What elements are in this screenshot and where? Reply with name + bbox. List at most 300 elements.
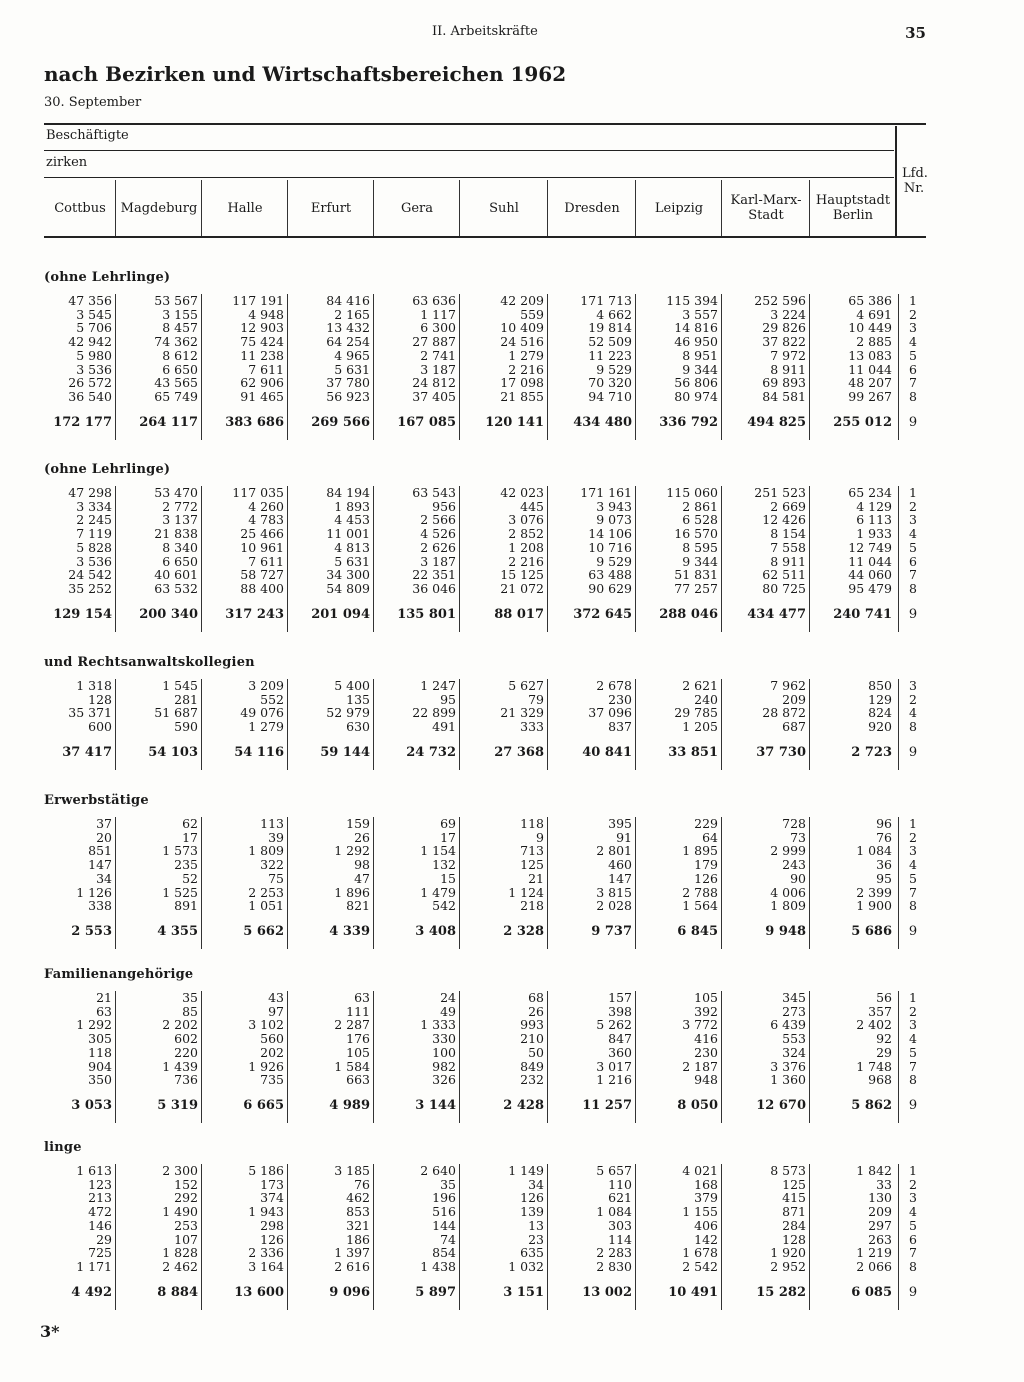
table-cell: 22 899	[412, 705, 456, 721]
table-cell: 13 002	[582, 1284, 632, 1300]
table-cell: 12 670	[756, 1097, 806, 1113]
table-cell: 630	[346, 719, 370, 735]
table-cell: 374	[260, 1190, 284, 1206]
table-cell: 2 788	[682, 884, 718, 900]
column-header-leipzig: Leipzig	[654, 200, 704, 216]
table-cell: 37 405	[412, 388, 456, 404]
table-cell: 1 479	[420, 884, 456, 900]
table-cell: 92	[876, 1031, 892, 1047]
table-cell: 303	[608, 1217, 632, 1233]
table-cell: 98	[354, 857, 370, 873]
table-cell: 201 094	[311, 606, 370, 622]
table-cell: 10 409	[500, 320, 544, 336]
table-cell: 13 432	[326, 320, 370, 336]
table-cell: 6 845	[677, 923, 718, 939]
table-cell: 333	[520, 719, 544, 735]
table-cell: 77 257	[674, 580, 718, 596]
table-cell: 11 001	[326, 526, 370, 542]
table-cell: 49	[440, 1003, 456, 1019]
table-cell: 1 613	[76, 1163, 112, 1178]
table-cell: 2 300	[162, 1163, 198, 1178]
table-cell: 10 449	[848, 320, 892, 336]
table-cell: 135	[346, 691, 370, 707]
table-cell: 2 462	[162, 1258, 198, 1274]
table-cell: 230	[608, 691, 632, 707]
table-cell: 52 979	[326, 705, 370, 721]
table-cell: 56	[876, 990, 892, 1005]
table-cell: 8 573	[770, 1163, 806, 1178]
table-subtitle: 30. September	[44, 95, 142, 110]
table-cell: 2 999	[770, 843, 806, 859]
table-cell: 2 402	[856, 1017, 892, 1033]
table-cell: 1 084	[596, 1204, 632, 1220]
table-cell: 2 640	[420, 1163, 456, 1178]
table-cell: 125	[782, 1176, 806, 1192]
table-cell: 34	[528, 1176, 544, 1192]
lfd-number: 1	[909, 1163, 917, 1178]
table-cell: 9 073	[596, 512, 632, 528]
table-cell: 7 119	[76, 526, 112, 542]
table-cell: 232	[520, 1072, 544, 1088]
table-cell: 821	[346, 898, 370, 914]
table-cell: 29 826	[762, 320, 806, 336]
table-cell: 176	[346, 1031, 370, 1047]
table-cell: 105	[346, 1044, 370, 1060]
total-row	[0, 746, 1024, 760]
table-cell: 142	[694, 1231, 718, 1247]
table-cell: 920	[868, 719, 892, 735]
table-cell: 1 809	[248, 843, 284, 859]
table-cell: 602	[174, 1031, 198, 1047]
table-cell: 871	[782, 1204, 806, 1220]
table-cell: 1 032	[508, 1258, 544, 1274]
table-cell: 725	[88, 1245, 112, 1261]
table-cell: 22 351	[412, 567, 456, 583]
lfd-number: 9	[908, 923, 918, 939]
lfd-number: 2	[909, 306, 917, 322]
table-cell: 3 772	[682, 1017, 718, 1033]
table-cell: 24 542	[68, 567, 112, 583]
table-cell: 99 267	[848, 388, 892, 404]
table-cell: 837	[608, 719, 632, 735]
lfd-number: 3	[909, 678, 917, 693]
table-cell: 24 732	[406, 744, 456, 760]
table-cell: 129 154	[53, 606, 112, 622]
table-cell: 213	[88, 1190, 112, 1206]
table-cell: 90	[790, 870, 806, 886]
table-cell: 65 749	[154, 388, 198, 404]
table-cell: 123	[88, 1176, 112, 1192]
table-cell: 3 185	[334, 1163, 370, 1178]
column-header-halle: Halle	[227, 200, 263, 216]
table-cell: 88 017	[494, 606, 544, 622]
table-cell: 6 528	[682, 512, 718, 528]
table-cell: 65 386	[848, 293, 892, 308]
table-cell: 56 923	[326, 388, 370, 404]
table-cell: 35	[440, 1176, 456, 1192]
table-cell: 2 066	[856, 1258, 892, 1274]
table-cell: 29	[876, 1044, 892, 1060]
table-cell: 2 245	[76, 512, 112, 528]
table-cell: 44 060	[848, 567, 892, 583]
table-cell: 5 706	[76, 320, 112, 336]
table-cell: 91	[616, 829, 632, 845]
table-cell: 171 713	[580, 293, 632, 308]
table-cell: 1 333	[420, 1017, 456, 1033]
table-cell: 288 046	[659, 606, 718, 622]
table-cell: 59 144	[320, 744, 370, 760]
table-cell: 25 466	[240, 526, 284, 542]
table-cell: 1 360	[770, 1072, 806, 1088]
table-cell: 130	[868, 1190, 892, 1206]
table-cell: 117 191	[232, 293, 284, 308]
table-cell: 4 006	[770, 884, 806, 900]
table-cell: 3 187	[420, 553, 456, 569]
table-cell: 1 247	[420, 678, 456, 693]
lfd-number: 1	[909, 990, 917, 1005]
table-cell: 326	[432, 1072, 456, 1088]
column-header-dresden: Dresden	[564, 200, 620, 216]
table-cell: 90 629	[588, 580, 632, 596]
table-cell: 434 480	[573, 414, 632, 430]
lfd-number: 3	[909, 1017, 917, 1033]
lfd-number: 5	[909, 870, 917, 886]
table-cell: 11 223	[588, 347, 632, 363]
table-cell: 3 815	[596, 884, 632, 900]
table-cell: 687	[782, 719, 806, 735]
table-cell: 111	[346, 1003, 370, 1019]
table-cell: 4 691	[856, 306, 892, 322]
table-cell: 7 611	[248, 553, 284, 569]
table-cell: 1 149	[508, 1163, 544, 1178]
table-cell: 635	[520, 1245, 544, 1261]
table-row	[0, 582, 1024, 596]
lfd-number: 2	[909, 1176, 917, 1192]
table-cell: 2 830	[596, 1258, 632, 1274]
table-cell: 4 021	[682, 1163, 718, 1178]
total-row	[0, 1099, 1024, 1113]
table-cell: 146	[88, 1217, 112, 1233]
table-cell: 7 972	[770, 347, 806, 363]
table-cell: 2 678	[596, 678, 632, 693]
table-cell: 210	[520, 1031, 544, 1047]
lfd-number: 2	[909, 498, 917, 514]
lfd-number: 3	[909, 512, 917, 528]
table-cell: 14 816	[674, 320, 718, 336]
table-cell: 5 828	[76, 539, 112, 555]
table-cell: 243	[782, 857, 806, 873]
table-row	[0, 991, 1024, 1005]
table-cell: 17 098	[500, 375, 544, 391]
header-label-bezirke: zirken	[46, 155, 88, 170]
table-row	[0, 1205, 1024, 1219]
lfd-number: 4	[909, 1031, 917, 1047]
table-cell: 125	[520, 857, 544, 873]
table-cell: 63	[96, 1003, 112, 1019]
table-cell: 663	[346, 1072, 370, 1088]
table-cell: 21 838	[154, 526, 198, 542]
table-cell: 1 279	[248, 719, 284, 735]
table-cell: 13 600	[234, 1284, 284, 1300]
table-cell: 9 344	[682, 553, 718, 569]
table-cell: 52 509	[588, 334, 632, 350]
table-cell: 5 686	[851, 923, 892, 939]
table-cell: 13 083	[848, 347, 892, 363]
table-cell: 63 543	[412, 485, 456, 500]
lfd-number: 3	[909, 1190, 917, 1206]
table-cell: 230	[694, 1044, 718, 1060]
table-cell: 23	[528, 1231, 544, 1247]
lfd-number: 6	[909, 553, 917, 569]
table-cell: 3 053	[71, 1097, 112, 1113]
table-cell: 24 516	[500, 334, 544, 350]
column-header-gera: Gera	[400, 200, 434, 216]
table-cell: 345	[782, 990, 806, 1005]
table-cell: 324	[782, 1044, 806, 1060]
table-cell: 74	[440, 1231, 456, 1247]
table-cell: 2 772	[162, 498, 198, 514]
table-cell: 4 783	[248, 512, 284, 528]
table-cell: 34	[96, 870, 112, 886]
table-cell: 6 439	[770, 1017, 806, 1033]
table-cell: 264 117	[139, 414, 198, 430]
table-cell: 42 023	[500, 485, 544, 500]
table-cell: 6 665	[243, 1097, 284, 1113]
table-cell: 5 980	[76, 347, 112, 363]
table-cell: 37	[96, 816, 112, 831]
table-cell: 126	[520, 1190, 544, 1206]
table-cell: 54 103	[148, 744, 198, 760]
table-cell: 904	[88, 1058, 112, 1074]
table-cell: 1 051	[248, 898, 284, 914]
table-cell: 4 355	[157, 923, 198, 939]
table-cell: 15 125	[500, 567, 544, 583]
table-cell: 542	[432, 898, 456, 914]
table-cell: 357	[868, 1003, 892, 1019]
table-cell: 48 207	[848, 375, 892, 391]
table-cell: 8 884	[157, 1284, 198, 1300]
table-cell: 1 438	[420, 1258, 456, 1274]
table-cell: 37 780	[326, 375, 370, 391]
table-cell: 37 417	[62, 744, 112, 760]
table-cell: 118	[520, 816, 544, 831]
table-cell: 330	[432, 1031, 456, 1047]
table-cell: 1 216	[596, 1072, 632, 1088]
table-cell: 297	[868, 1217, 892, 1233]
table-cell: 2 669	[770, 498, 806, 514]
table-row	[0, 1260, 1024, 1274]
table-cell: 42 942	[68, 334, 112, 350]
table-cell: 95	[876, 870, 892, 886]
table-cell: 336 792	[659, 414, 718, 430]
table-cell: 2 885	[856, 334, 892, 350]
table-cell: 255 012	[833, 414, 892, 430]
lfd-number: 8	[909, 580, 917, 596]
table-cell: 1 893	[334, 498, 370, 514]
table-cell: 52	[182, 870, 198, 886]
lfd-number: 1	[909, 816, 917, 831]
lfd-number: 9	[908, 414, 918, 430]
table-cell: 200 340	[139, 606, 198, 622]
lfd-number: 2	[909, 691, 917, 707]
table-cell: 728	[782, 816, 806, 831]
column-header-erfurt: Erfurt	[310, 200, 352, 216]
table-cell: 494 825	[747, 414, 806, 430]
table-cell: 63 532	[154, 580, 198, 596]
table-cell: 6 650	[162, 361, 198, 377]
table-cell: 850	[868, 678, 892, 693]
table-cell: 8 340	[162, 539, 198, 555]
table-cell: 491	[432, 719, 456, 735]
table-cell: 11 238	[240, 347, 284, 363]
table-cell: 12 903	[240, 320, 284, 336]
table-cell: 3 943	[596, 498, 632, 514]
table-row	[0, 1018, 1024, 1032]
table-cell: 317 243	[225, 606, 284, 622]
header-label-beschaeftigte: Beschäftigte	[46, 128, 129, 143]
table-cell: 120 141	[485, 414, 544, 430]
column-header-suhl: Suhl	[489, 200, 519, 216]
table-cell: 14 106	[588, 526, 632, 542]
table-cell: 1 490	[162, 1204, 198, 1220]
table-cell: 3 076	[508, 512, 544, 528]
table-cell: 2 566	[420, 512, 456, 528]
table-cell: 4 129	[856, 498, 892, 514]
table-cell: 63 636	[412, 293, 456, 308]
table-cell: 139	[520, 1204, 544, 1220]
table-cell: 6 113	[856, 512, 892, 528]
table-cell: 29 785	[674, 705, 718, 721]
table-cell: 152	[174, 1176, 198, 1192]
table-cell: 713	[520, 843, 544, 859]
table-cell: 69	[440, 816, 456, 831]
table-cell: 982	[432, 1058, 456, 1074]
column-header-magdeburg: Magdeburg	[120, 200, 198, 216]
table-cell: 1 573	[162, 843, 198, 859]
table-cell: 273	[782, 1003, 806, 1019]
table-cell: 9 096	[329, 1284, 370, 1300]
table-cell: 36	[876, 857, 892, 873]
table-cell: 19 814	[588, 320, 632, 336]
table-row	[0, 541, 1024, 555]
table-cell: 5 400	[334, 678, 370, 693]
table-cell: 2 202	[162, 1017, 198, 1033]
lfd-number: 9	[908, 606, 918, 622]
table-cell: 11 044	[848, 361, 892, 377]
table-cell: 84 194	[326, 485, 370, 500]
table-cell: 2 626	[420, 539, 456, 555]
lfd-number: 4	[909, 334, 917, 350]
table-cell: 2 216	[508, 361, 544, 377]
table-cell: 173	[260, 1176, 284, 1192]
table-cell: 2 028	[596, 898, 632, 914]
table-cell: 1 564	[682, 898, 718, 914]
table-cell: 445	[520, 498, 544, 514]
table-row	[0, 858, 1024, 872]
table-cell: 3 102	[248, 1017, 284, 1033]
table-cell: 3 187	[420, 361, 456, 377]
table-cell: 69 893	[762, 375, 806, 391]
table-cell: 76	[354, 1176, 370, 1192]
table-cell: 91 465	[240, 388, 284, 404]
table-cell: 8 911	[770, 553, 806, 569]
table-cell: 434 477	[747, 606, 806, 622]
running-head: II. Arbeitskräfte	[432, 24, 538, 39]
table-cell: 54 116	[234, 744, 284, 760]
table-cell: 10 961	[240, 539, 284, 555]
table-cell: 24 812	[412, 375, 456, 391]
table-cell: 2 542	[682, 1258, 718, 1274]
lfd-number: 9	[908, 1097, 918, 1113]
table-cell: 47 356	[68, 293, 112, 308]
table-cell: 305	[88, 1031, 112, 1047]
table-cell: 209	[782, 691, 806, 707]
table-cell: 3 209	[248, 678, 284, 693]
total-row	[0, 608, 1024, 622]
lfd-number: 2	[909, 1003, 917, 1019]
table-cell: 96	[876, 816, 892, 831]
lfd-number: 6	[909, 1231, 917, 1247]
table-cell: 54 809	[326, 580, 370, 596]
table-cell: 1 084	[856, 843, 892, 859]
table-cell: 338	[88, 898, 112, 914]
table-cell: 88 400	[240, 580, 284, 596]
table-cell: 157	[608, 990, 632, 1005]
table-cell: 35 371	[68, 705, 112, 721]
table-cell: 95	[440, 691, 456, 707]
table-cell: 1 525	[162, 884, 198, 900]
table-cell: 559	[520, 306, 544, 322]
table-row	[0, 817, 1024, 831]
table-cell: 28 872	[762, 705, 806, 721]
table-cell: 5 662	[243, 923, 284, 939]
lfd-number: 4	[909, 705, 917, 721]
lfd-header: Lfd. Nr.	[902, 166, 928, 196]
table-cell: 2 165	[334, 306, 370, 322]
table-cell: 1 678	[682, 1245, 718, 1261]
table-cell: 80 725	[762, 580, 806, 596]
section-title: (ohne Lehrlinge)	[44, 462, 171, 477]
table-cell: 1 171	[76, 1258, 112, 1274]
table-cell: 196	[432, 1190, 456, 1206]
table-cell: 269 566	[311, 414, 370, 430]
table-row	[0, 294, 1024, 308]
table-cell: 33 851	[668, 744, 718, 760]
table-cell: 64 254	[326, 334, 370, 350]
table-cell: 12 426	[762, 512, 806, 528]
table-cell: 2 328	[503, 923, 544, 939]
table-cell: 16 570	[674, 526, 718, 542]
table-row	[0, 1046, 1024, 1060]
table-cell: 415	[782, 1190, 806, 1206]
table-cell: 8 457	[162, 320, 198, 336]
table-cell: 968	[868, 1072, 892, 1088]
table-cell: 263	[868, 1231, 892, 1247]
table-cell: 1 895	[682, 843, 718, 859]
table-cell: 891	[174, 898, 198, 914]
page-number: 35	[905, 24, 926, 42]
table-cell: 4 339	[329, 923, 370, 939]
table-cell: 1 900	[856, 898, 892, 914]
table-cell: 5 627	[508, 678, 544, 693]
table-cell: 395	[608, 816, 632, 831]
table-cell: 10 491	[668, 1284, 718, 1300]
table-cell: 2 336	[248, 1245, 284, 1261]
lfd-number: 5	[909, 539, 917, 555]
table-cell: 63 488	[588, 567, 632, 583]
table-cell: 2 553	[71, 923, 112, 939]
table-cell: 1 205	[682, 719, 718, 735]
